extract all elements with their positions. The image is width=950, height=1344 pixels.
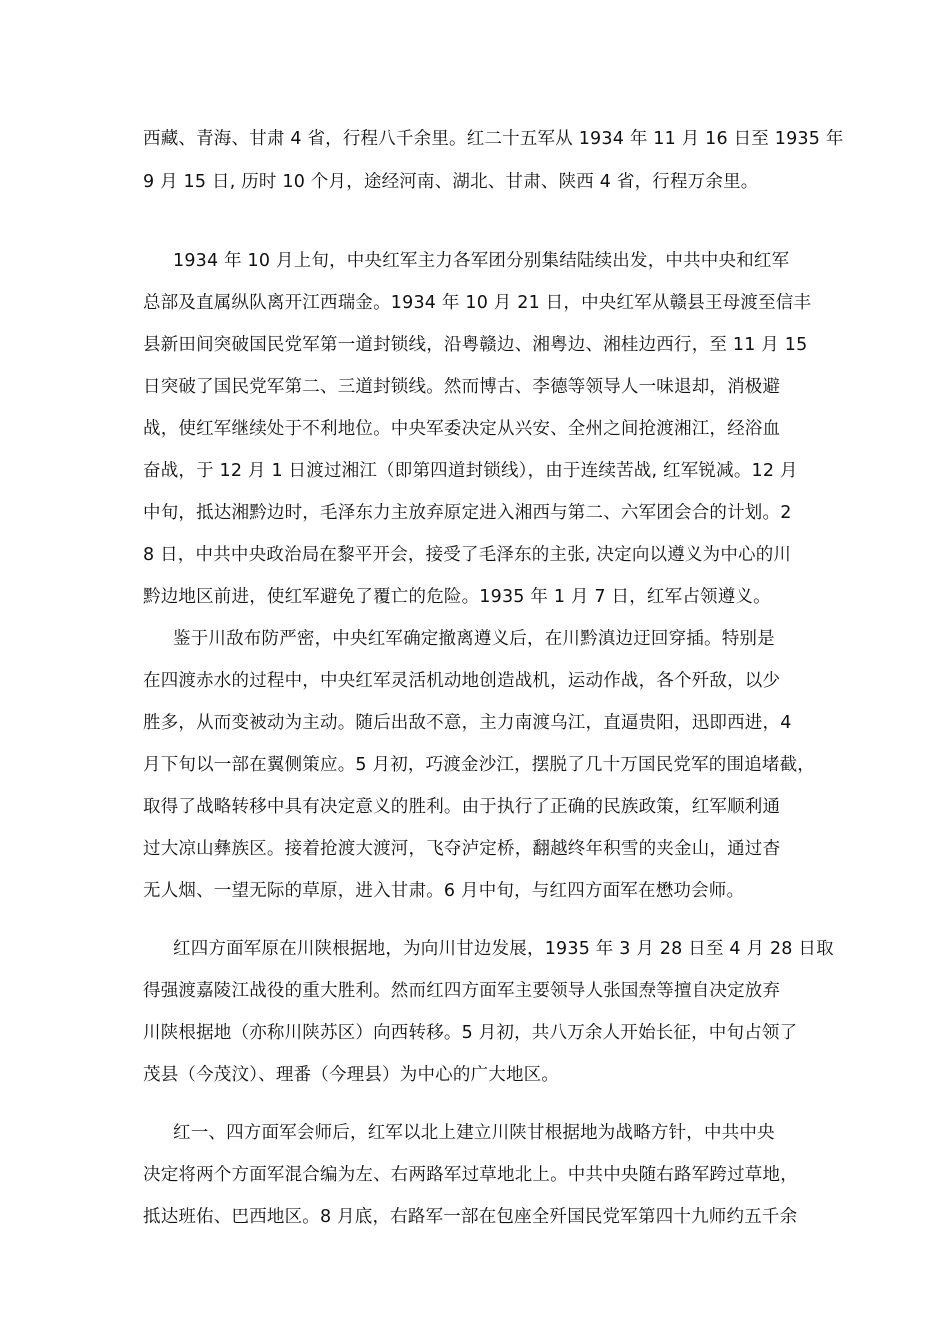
text-line: 决定将两个方面军混合编为左、右两路军过草地北上。中共中央随右路军跨过草地， (143, 1165, 798, 1185)
text-line: 川陕根据地（亦称川陕苏区）向西转移。5 月初，共八万余人开始长征，中旬占领了 (143, 1023, 798, 1043)
text-line: 日突破了国民党军第二、三道封锁线。然而博古、李德等领导人一味退却，消极避 (143, 377, 781, 397)
text-line: 胜多，从而变被动为主动。随后出敌不意，主力南渡乌江，直逼贵阳，迅即西进，4 (143, 713, 792, 733)
text-line: 黔边地区前进，使红军避免了覆亡的危险。1935 年 1 月 7 日，红军占领遵义。 (143, 587, 771, 607)
text-line: 奋战，于 12 月 1 日渡过湘江（即第四道封锁线），由于连续苦战, 红军锐减。12 月 (143, 461, 798, 481)
text-line: 过大凉山彝族区。接着抢渡大渡河，飞夺泸定桥，翻越终年积雪的夹金山，通过杳 (143, 839, 781, 859)
text-line: 得强渡嘉陵江战役的重大胜利。然而红四方面军主要领导人张国焘等擅自决定放弃 (143, 981, 781, 1001)
paragraph-first-line: 鉴于川敌布防严密，中央红军确定撤离遵义后，在川黔滇边迂回穿插。特别是 (173, 629, 775, 649)
text-line: 茂县（今茂汶）、理番（今理县）为中心的广大地区。 (143, 1065, 560, 1085)
paragraph-first-line: 红一、四方面军会师后，红军以北上建立川陕甘根据地为战略方针，中共中央 (173, 1123, 775, 1143)
text-line: 8 日，中共中央政治局在黎平开会，接受了毛泽东的主张, 决定向以遵义为中心的川 (143, 545, 792, 565)
text-line: 9 月 15 日, 历时 10 个月，途经河南、湖北、甘肃、陕西 4 省，行程万余里。 (143, 172, 759, 192)
text-line: 县新田间突破国民党军第一道封锁线，沿粤赣边、湘粤边、湘桂边西行，至 11 月 15 (143, 335, 808, 355)
text-line: 西藏、青海、甘肃 4 省，行程八千余里。红二十五军从 1934 年 11 月 16 日至 1935 年 (143, 129, 844, 149)
text-line: 战，使红军继续处于不利地位。中央军委决定从兴安、全州之间抢渡湘江，经浴血 (143, 419, 781, 439)
text-line: 月下旬以一部在翼侧策应。5 月初，巧渡金沙江，摆脱了几十万国民党军的围追堵截， (143, 755, 815, 775)
text-line: 抵达班佑、巴西地区。8 月底，右路军一部在包座全歼国民党军第四十九师约五千余 (143, 1207, 798, 1227)
text-line: 在四渡赤水的过程中，中央红军灵活机动地创造战机，运动作战，各个歼敌，以少 (143, 671, 781, 691)
text-line: 无人烟、一望无际的草原，进入甘肃。6 月中旬，与红四方面军在懋功会师。 (143, 881, 745, 901)
text-line: 中旬，抵达湘黔边时，毛泽东力主放弃原定进入湘西与第二、六军团会合的计划。2 (143, 503, 792, 523)
text-line: 取得了战略转移中具有决定意义的胜利。由于执行了正确的民族政策，红军顺利通 (143, 797, 781, 817)
paragraph-first-line: 1934 年 10 月上旬，中央红军主力各军团分别集结陆续出发，中共中央和红军 (173, 251, 790, 271)
paragraph-first-line: 红四方面军原在川陕根据地，为向川甘边发展，1935 年 3 月 28 日至 4 月 28 日取 (173, 939, 834, 959)
text-line: 总部及直属纵队离开江西瑞金。1934 年 10 月 21 日，中央红军从赣县王母渡至信丰 (143, 293, 812, 313)
